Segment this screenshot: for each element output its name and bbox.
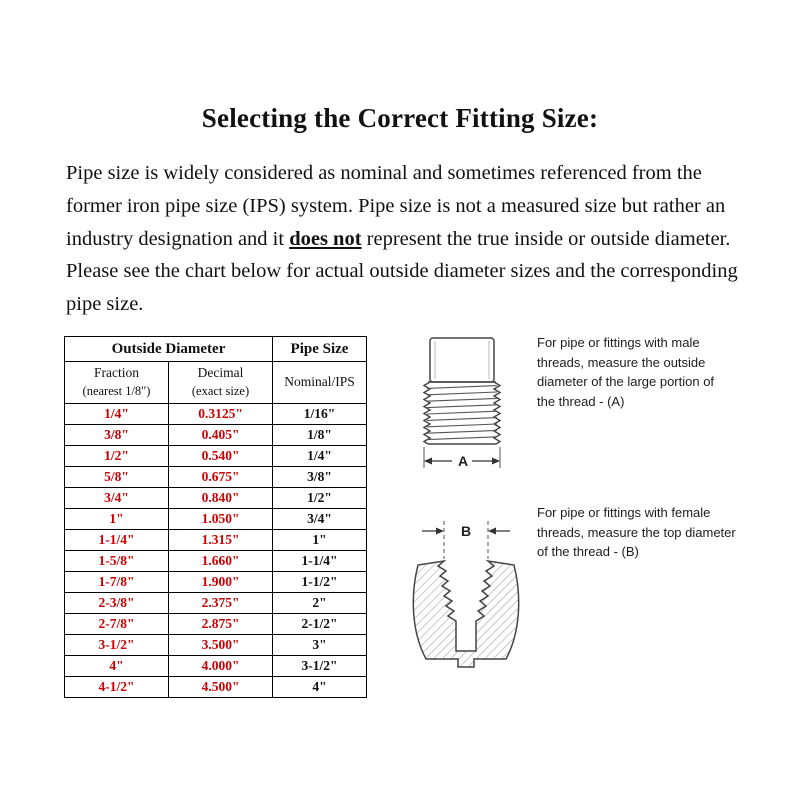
cell-fraction: 3-1/2" xyxy=(65,635,169,656)
female-thread-note: For pipe or fittings with female threads, measure the top diameter of the thread - (B) xyxy=(537,505,736,559)
subheader-fraction-title: Fraction xyxy=(94,365,139,380)
male-pipe-icon xyxy=(400,332,530,477)
cell-fraction: 3/8" xyxy=(65,425,169,446)
arrowhead-left-icon xyxy=(424,458,432,465)
cell-fraction: 1-5/8" xyxy=(65,551,169,572)
cell-fraction: 4-1/2" xyxy=(65,677,169,698)
cell-pipe: 3/4" xyxy=(273,509,367,530)
cell-decimal: 0.675" xyxy=(169,467,273,488)
subheader-fraction-note: (nearest 1/8") xyxy=(82,384,151,399)
cell-pipe: 3/8" xyxy=(273,467,367,488)
thread-lines xyxy=(427,386,497,440)
intro-paragraph xyxy=(66,157,740,321)
page-title: Selecting the Correct Fitting Size: xyxy=(201,103,599,133)
cell-fraction: 1/4" xyxy=(65,404,169,425)
female-fitting-icon xyxy=(392,505,542,675)
cell-fraction: 1-1/4" xyxy=(65,530,169,551)
cell-pipe: 2" xyxy=(273,593,367,614)
table-row xyxy=(65,572,367,593)
header-pipe-size: Pipe Size xyxy=(273,337,367,362)
table-row xyxy=(65,656,367,677)
cell-decimal: 1.900" xyxy=(169,572,273,593)
cell-pipe: 1/4" xyxy=(273,446,367,467)
cell-fraction: 1" xyxy=(65,509,169,530)
cell-pipe: 3-1/2" xyxy=(273,656,367,677)
table-row xyxy=(65,551,367,572)
cell-fraction: 1-7/8" xyxy=(65,572,169,593)
cell-fraction: 5/8" xyxy=(65,467,169,488)
subheader-nominal: Nominal/IPS xyxy=(273,362,367,404)
table-row xyxy=(65,614,367,635)
table-row xyxy=(65,488,367,509)
table-row xyxy=(65,677,367,698)
cell-decimal: 0.405" xyxy=(169,425,273,446)
cell-decimal: 1.315" xyxy=(169,530,273,551)
arrowhead-left-icon xyxy=(436,528,444,535)
male-pipe-diagram xyxy=(400,332,530,482)
table-row xyxy=(65,446,367,467)
size-chart-table xyxy=(64,336,367,698)
cell-fraction: 3/4" xyxy=(65,488,169,509)
header-outside-diameter: Outside Diameter xyxy=(65,337,273,362)
cell-decimal: 4.000" xyxy=(169,656,273,677)
cell-fraction: 2-7/8" xyxy=(65,614,169,635)
table-body xyxy=(65,404,367,698)
intro-text-start: Pipe size is widely considered as nominal and sometimes referenced from the former iron pipe size (IPS) system. Pipe size is not a measured size but rather an industry designation and it xyxy=(66,162,726,250)
male-thread-note: For pipe or fittings with male threads, measure the outside diameter of the large portion of the thread - (A) xyxy=(537,335,715,409)
cell-decimal: 3.500" xyxy=(169,635,273,656)
cell-pipe: 1" xyxy=(273,530,367,551)
cell-fraction: 1/2" xyxy=(65,446,169,467)
cell-decimal: 0.840" xyxy=(169,488,273,509)
table-row xyxy=(65,425,367,446)
cell-fraction: 2-3/8" xyxy=(65,593,169,614)
cell-pipe: 1-1/2" xyxy=(273,572,367,593)
table-row xyxy=(65,530,367,551)
subheader-decimal-title: Decimal xyxy=(197,365,244,380)
arrowhead-right-icon xyxy=(492,458,500,465)
dimension-a-label: A xyxy=(458,453,469,469)
cell-fraction: 4" xyxy=(65,656,169,677)
table-row xyxy=(65,467,367,488)
arrowhead-right-icon xyxy=(488,528,496,535)
intro-emphasis: does not xyxy=(289,227,362,250)
cell-pipe: 4" xyxy=(273,677,367,698)
cell-decimal: 0.3125" xyxy=(169,404,273,425)
table-group-header-row xyxy=(65,337,367,362)
cell-pipe: 2-1/2" xyxy=(273,614,367,635)
cell-decimal: 1.660" xyxy=(169,551,273,572)
intro-text-end: represent the true inside or outside diameter. Please see the chart below for actual outside diameter sizes and the corresponding pipe size. xyxy=(66,227,738,316)
subheader-decimal xyxy=(169,362,273,404)
table-row xyxy=(65,404,367,425)
cell-decimal: 4.500" xyxy=(169,677,273,698)
cell-decimal: 2.875" xyxy=(169,614,273,635)
fitting-cross-section xyxy=(413,561,518,667)
cell-pipe: 1-1/4" xyxy=(273,551,367,572)
cell-pipe: 1/2" xyxy=(273,488,367,509)
cell-decimal: 1.050" xyxy=(169,509,273,530)
female-fitting-diagram xyxy=(392,505,542,680)
subheader-fraction xyxy=(65,362,169,404)
cell-decimal: 0.540" xyxy=(169,446,273,467)
table-subheader-row xyxy=(65,362,367,404)
subheader-decimal-note: (exact size) xyxy=(191,384,250,399)
cell-decimal: 2.375" xyxy=(169,593,273,614)
table-row xyxy=(65,593,367,614)
cell-pipe: 1/16" xyxy=(273,404,367,425)
cell-pipe: 1/8" xyxy=(273,425,367,446)
dimension-b-label: B xyxy=(461,523,472,539)
table-row xyxy=(65,635,367,656)
table-row xyxy=(65,509,367,530)
cell-pipe: 3" xyxy=(273,635,367,656)
